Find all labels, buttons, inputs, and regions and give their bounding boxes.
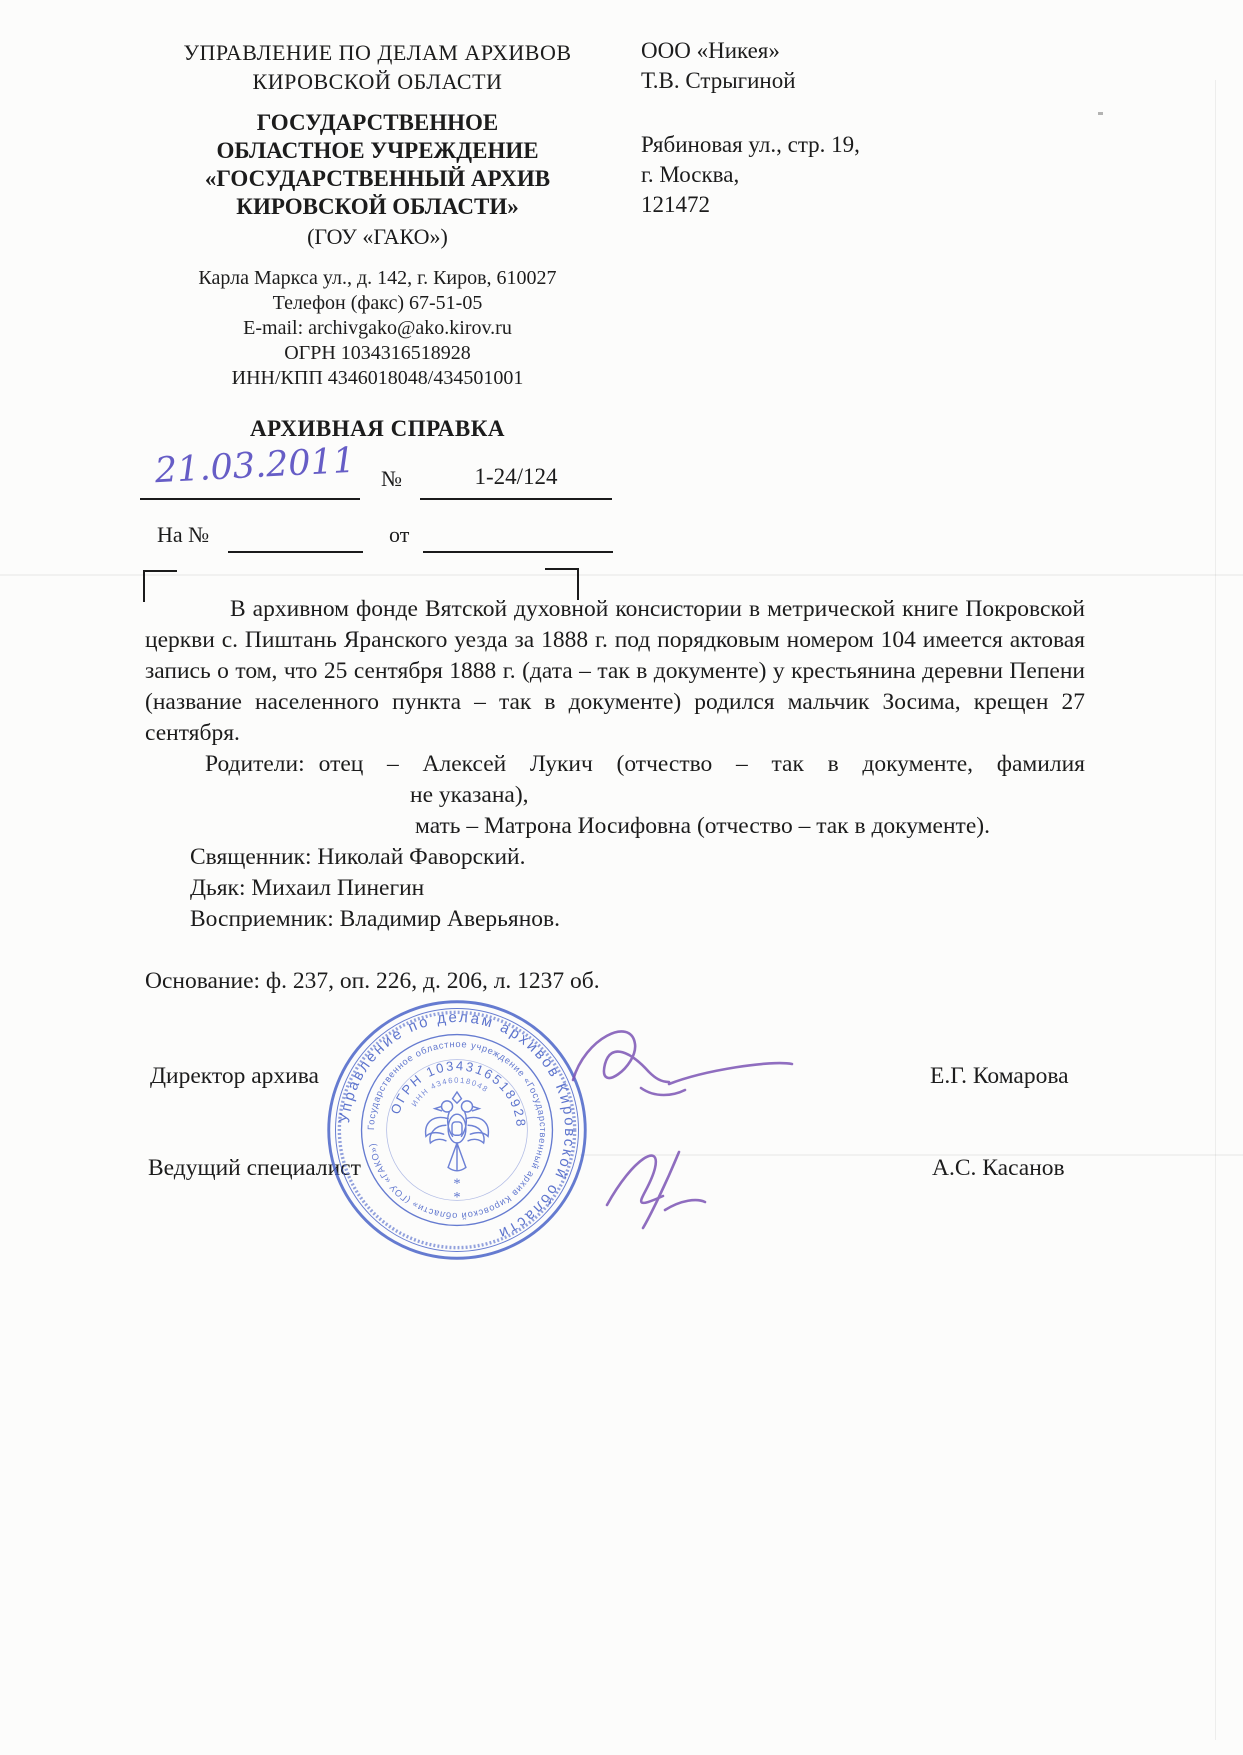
signature-role-director: Директор архива [150,1063,319,1089]
org-name-line: ГОСУДАРСТВЕННОЕ [256,110,499,135]
stamp-outer-ring-text: Управление по делам архивов Кировской области [336,1008,579,1243]
org-address: Карла Маркса ул., д. 142, г. Киров, 610027 [198,267,557,289]
father-record-continuation: не указана), [410,782,529,808]
deacon-record: Дьяк: Михаил Пинегин [190,875,425,901]
from-label: от [389,522,410,547]
mother-record: мать – Матрона Иосифовна (отчество – так в документе). [415,813,990,839]
number-label: № [381,466,402,491]
stamp-middle-ring-text: Государственное областное учреждение «Государственный архив Кировской области» (ГОУ «ГАКО») [366,1039,548,1221]
signature-name-director: Е.Г. Комарова [930,1063,1069,1089]
handwritten-date: 21.03.2011 [153,440,357,492]
scan-streak [0,574,1243,576]
scan-speck [1098,112,1103,115]
letterhead-org-block [140,38,615,391]
dept-line: КИРОВСКОЙ ОБЛАСТИ [252,69,503,94]
recipient-person: Т.В. Стрыгиной [641,68,796,93]
reply-underline [228,551,363,553]
number-value: 1-24/124 [474,464,558,489]
stamp-ogrn-text: ОГРН 1034316518928 [387,1058,529,1129]
dept-line: УПРАВЛЕНИЕ ПО ДЕЛАМ АРХИВОВ [183,40,572,65]
signature-name-specialist: А.С. Касанов [932,1155,1065,1181]
basis-line: Основание: ф. 237, оп. 226, д. 206, л. 1237 об. [145,968,600,994]
stamp-star: * [453,1175,461,1192]
recipient-address-line: Рябиновая ул., стр. 19, [641,132,860,157]
godparent-record: Восприемник: Владимир Аверьянов. [190,906,560,932]
recipient-address-line: 121472 [641,192,710,217]
scan-edge-line [1215,80,1216,1740]
signature-role-specialist: Ведущий специалист [148,1155,361,1181]
double-headed-eagle-emblem [426,1092,489,1171]
org-abbreviation: (ГОУ «ГАКО») [307,224,448,249]
org-name-line: КИРОВСКОЙ ОБЛАСТИ» [236,194,519,219]
handwritten-signature [545,1000,895,1250]
priest-record: Священник: Николай Фаворский. [190,844,526,870]
body-paragraph: В архивном фонде Вятской духовной консистории в метрической книге Покровской церкви с. Пиштань Яранского уезда за 1888 г. под порядковым номером 104 имеется актовая запись о том, что 25 сентября 1888 г. (дата – так в документе) у крестьянина деревни Пепени (название населенного пункта – так в документе) родился мальчик Зосима, крещен 27 сентября. [145,596,1085,746]
signature-strokes [545,1000,895,1250]
date-underline [140,498,360,500]
stamp-star: * [453,1189,461,1206]
father-record: отец – Алексей Лукич (отчество – так в документе, фамилия [318,751,1085,777]
org-phone: Телефон (факс) 67-51-05 [272,292,483,314]
org-inn-kpp: ИНН/КПП 4346018048/434501001 [231,367,524,389]
recipient-block [641,36,1001,220]
org-name-line: «ГОСУДАРСТВЕННЫЙ АРХИВ [204,166,551,191]
org-name-line: ОБЛАСТНОЕ УЧРЕЖДЕНИЕ [216,138,539,163]
number-underline [420,498,612,500]
certificate-body [145,594,1085,935]
org-email: E-mail: archivgako@ako.kirov.ru [243,317,512,339]
from-underline [423,551,613,553]
parents-label: Родители: [205,751,305,777]
org-ogrn: ОГРН 1034316518928 [284,342,471,364]
reply-to-label: На № [157,522,210,547]
document-title: АРХИВНАЯ СПРАВКА [250,416,505,441]
recipient-org: ООО «Никея» [641,38,780,63]
recipient-address-line: г. Москва, [641,162,740,187]
stamp-inn-text: ИНН 4346018048 [409,1075,491,1109]
